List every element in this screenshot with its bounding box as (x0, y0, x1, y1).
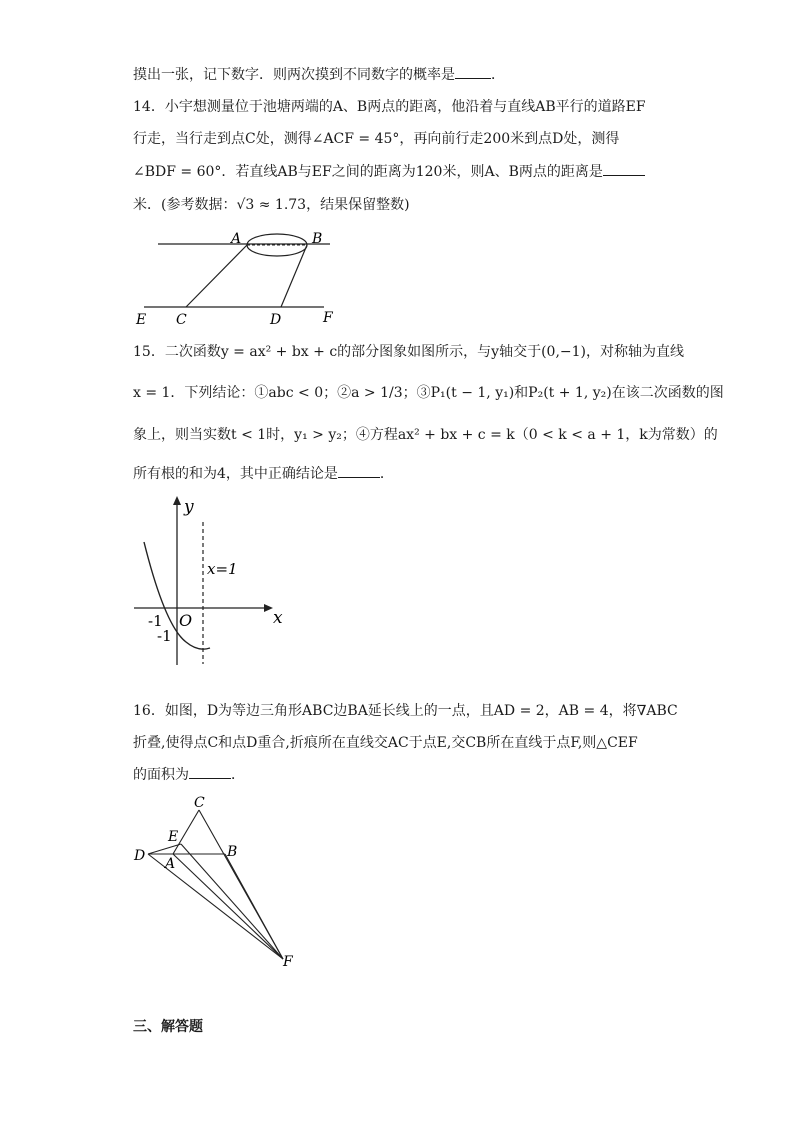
q13-tail-text: 摸出一张，记下数字．则两次摸到不同数字的概率是 (133, 67, 455, 83)
q15-figure (128, 490, 298, 670)
q16-label-b: B (227, 844, 238, 860)
q14-label-d: D (270, 312, 282, 328)
q16-label-f: F (283, 954, 293, 970)
q14-line-2: 行走，当行走到点C处，测得∠ACF = 45°，再向前行走200米到点D处，测得 (133, 131, 620, 147)
q13-tail-end: ． (491, 67, 505, 83)
q16-label-d: D (134, 848, 146, 864)
q14-line-3-text: ∠BDF = 60°．若直线AB与EF之间的距离为120米，则A、B两点的距离是 (133, 164, 603, 180)
q14-label-c: C (176, 312, 187, 328)
q14-label-f: F (323, 310, 333, 326)
q14-line-4: 米．(参考数据：√3 ≈ 1.73，结果保留整数) (133, 197, 410, 213)
q15-line-2: x = 1．下列结论：①abc < 0；②a > 1/3；③P₁(t − 1, y₁)和P₂(t + 1, y₂)在该二次函数的图 (133, 385, 724, 401)
q15-line-4-text: 所有根的和为4，其中正确结论是 (133, 466, 338, 482)
q16-line-3-end: ． (231, 767, 245, 783)
q15-line-4 (133, 463, 394, 484)
q14-answer-blank[interactable] (603, 161, 645, 176)
q16-label-e: E (168, 829, 179, 845)
q14-label-e: E (136, 312, 147, 328)
section-title: 三、解答题 (133, 1019, 203, 1035)
q16-line-3-text: 的面积为 (133, 767, 189, 783)
q16-label-c: C (194, 795, 205, 811)
q16-line-2: 折叠,使得点C和点D重合,折痕所在直线交AC于点E,交CB所在直线于点F,则△CEF (133, 735, 638, 751)
q16-line-3 (133, 764, 245, 785)
q14-label-a: A (231, 231, 242, 247)
q14-label-b: B (312, 231, 323, 247)
q16-label-a: A (165, 856, 176, 872)
q16-answer-blank[interactable] (189, 764, 231, 779)
q13-tail-line (133, 64, 505, 85)
q14-figure (130, 226, 350, 330)
q13-answer-blank[interactable] (455, 64, 491, 79)
q15-answer-blank[interactable] (338, 463, 380, 478)
q16-line-1: 16．如图，D为等边三角形ABC边BA延长线上的一点，且AD = 2，AB = 4，将∇ABC (133, 703, 678, 719)
q14-line-1: 14．小宇想测量位于池塘两端的A、B两点的距离，他沿着与直线AB平行的道路EF (133, 99, 646, 115)
q15-neg1-y-label: -1 (157, 627, 172, 645)
q15-neg1-x-label: -1 (148, 612, 163, 630)
q15-line-4-end: ． (379, 466, 394, 482)
q15-label-x: x (273, 608, 283, 628)
q16-figure (128, 792, 308, 977)
q15-line-1: 15．二次函数y = ax² + bx + c的部分图象如图所示，与y轴交于(0,−1)，对称轴为直线 (133, 344, 684, 360)
q15-label-y: y (184, 497, 194, 517)
q15-line-3: 象上，则当实数t < 1时，y₁ > y₂；④方程ax² + bx + c = k（0 < k < a + 1，k为常数）的 (133, 427, 718, 443)
q14-line-3 (133, 161, 645, 182)
q15-symmetry-label: x=1 (207, 560, 238, 578)
q15-origin-label: O (179, 611, 193, 630)
